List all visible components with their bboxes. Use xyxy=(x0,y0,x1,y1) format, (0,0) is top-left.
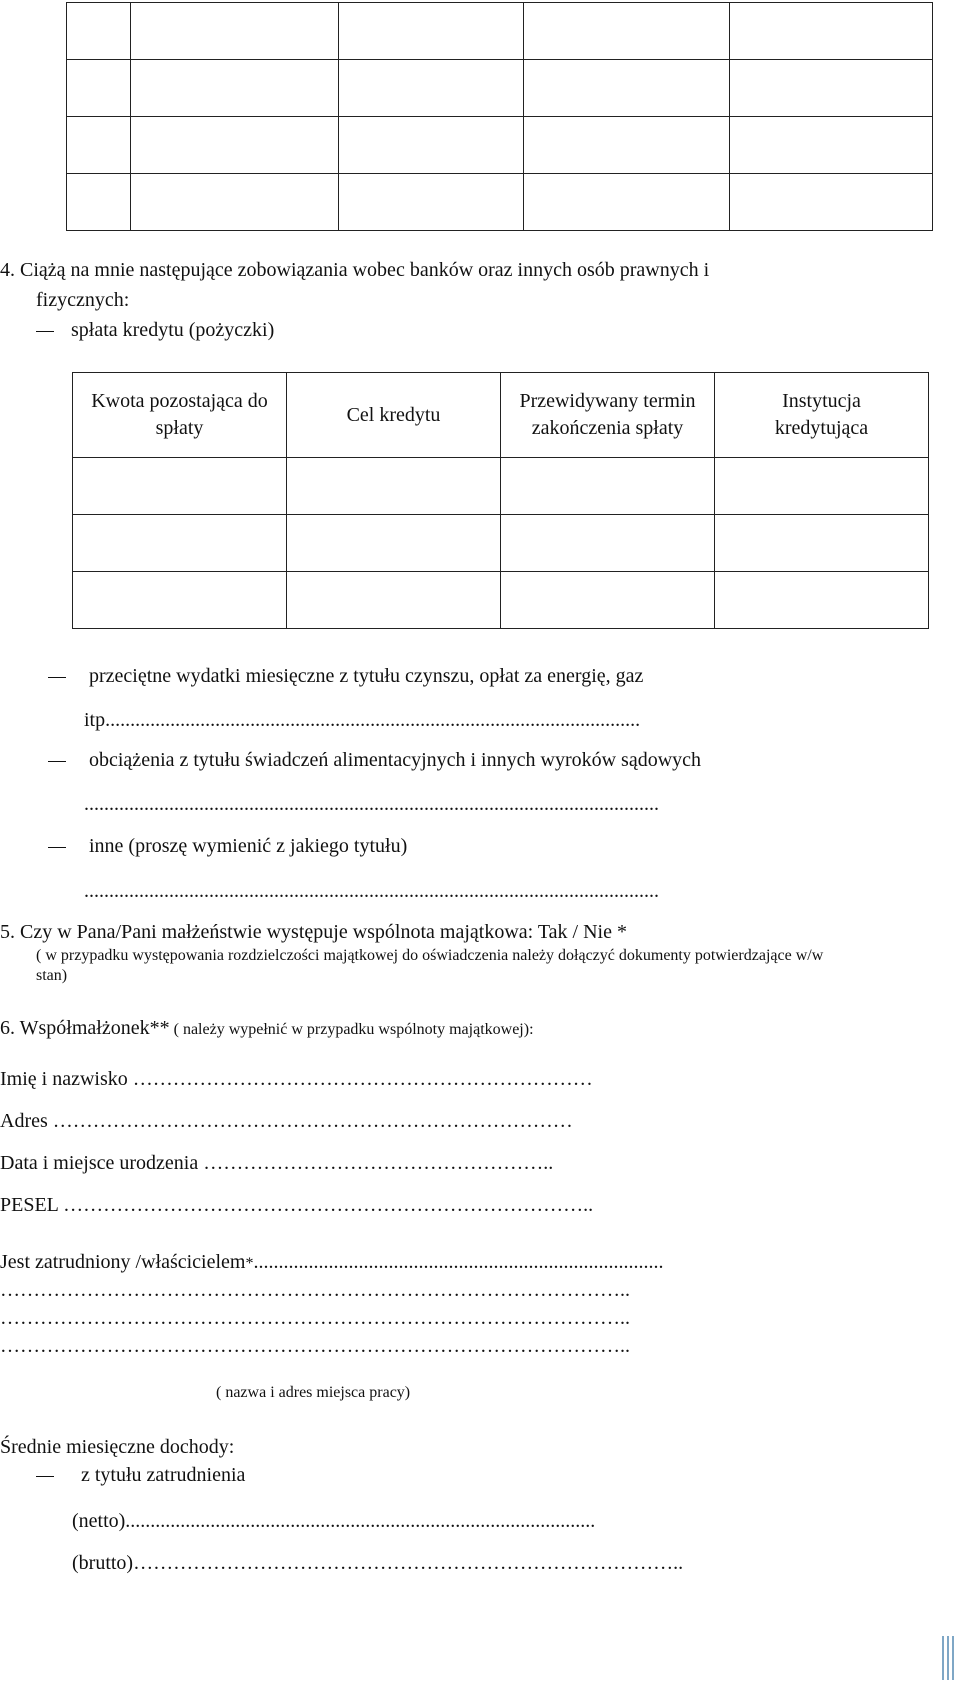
employer-blank-line[interactable]: ………………………………………………………………………………….. xyxy=(0,1335,630,1357)
section5-note-line2: stan) xyxy=(36,967,68,984)
header-loan-purpose: Cel kredytu xyxy=(287,373,501,458)
table-cell[interactable] xyxy=(131,60,339,117)
table-cell[interactable] xyxy=(524,117,730,174)
dash-bullet-icon xyxy=(36,1476,54,1478)
income-item xyxy=(36,1463,245,1487)
spouse-employer-field[interactable] xyxy=(0,1250,663,1274)
expense-alimony-fill[interactable]: ................................................................................................................... xyxy=(84,793,659,815)
table-row xyxy=(67,174,933,231)
expense-other-fill[interactable]: ................................................................................................................... xyxy=(84,880,659,902)
table-cell[interactable] xyxy=(715,572,929,629)
top-empty-table xyxy=(66,2,933,231)
table-cell[interactable] xyxy=(287,515,501,572)
table-cell[interactable] xyxy=(67,117,131,174)
loan-item-label: spłata kredytu (pożyczki) xyxy=(71,319,275,341)
section6-heading xyxy=(0,1016,534,1040)
employer-blank-line[interactable]: ………………………………………………………………………………….. xyxy=(0,1279,630,1301)
table-cell[interactable] xyxy=(67,174,131,231)
table-cell[interactable] xyxy=(730,174,933,231)
section6-title: 6. Współmałżonek** xyxy=(0,1017,170,1039)
expense-other-label: inne (proszę wymienić z jakiego tytułu) xyxy=(89,835,408,857)
decorative-lines-icon xyxy=(942,1636,958,1680)
spouse-pesel-field[interactable]: PESEL …………………………………………………………………….. xyxy=(0,1194,594,1216)
employer-blank-line[interactable]: ………………………………………………………………………………….. xyxy=(0,1307,630,1329)
table-cell[interactable] xyxy=(730,3,933,60)
header-remaining-amount: Kwota pozostająca do spłaty xyxy=(73,373,287,458)
expense-item-other xyxy=(48,834,407,858)
employer-label: Jest zatrudniony /właścicielem xyxy=(0,1251,246,1273)
table-cell[interactable] xyxy=(339,60,524,117)
dash-bullet-icon xyxy=(48,677,66,679)
spouse-name-field[interactable]: Imię i nazwisko …………………………………………………………… xyxy=(0,1068,593,1090)
employer-dots: .................................................................................. xyxy=(253,1251,664,1273)
income-brutto-field[interactable]: (brutto)……………………………………………………………………….. xyxy=(72,1552,684,1574)
table-cell[interactable] xyxy=(524,60,730,117)
table-cell[interactable] xyxy=(501,515,715,572)
table-cell[interactable] xyxy=(339,3,524,60)
table-cell[interactable] xyxy=(131,117,339,174)
table-cell[interactable] xyxy=(67,60,131,117)
expense-rent-fill[interactable]: itp........................................................................................................... xyxy=(84,709,641,731)
table-cell[interactable] xyxy=(67,3,131,60)
table-cell[interactable] xyxy=(501,572,715,629)
section4-line1: 4. Ciążą na mnie następujące zobowiązania wobec banków oraz innych osób prawnych i xyxy=(0,259,710,281)
table-cell[interactable] xyxy=(715,458,929,515)
table-row xyxy=(67,60,933,117)
table-cell[interactable] xyxy=(501,458,715,515)
table-row xyxy=(73,458,929,515)
table-header-row xyxy=(73,373,929,458)
dash-bullet-icon xyxy=(48,847,66,849)
table-cell[interactable] xyxy=(730,60,933,117)
table-row xyxy=(73,515,929,572)
employer-star: * xyxy=(245,1255,254,1272)
table-row xyxy=(67,117,933,174)
table-cell[interactable] xyxy=(73,572,287,629)
loan-table xyxy=(72,372,929,629)
spouse-birth-field[interactable]: Data i miejsce urodzenia …………………………………………….. xyxy=(0,1152,554,1174)
header-planned-end-date: Przewidywany termin zakończenia spłaty xyxy=(501,373,715,458)
expense-alimony-label: obciążenia z tytułu świadczeń alimentacyjnych i innych wyroków sądowych xyxy=(89,749,702,771)
table-cell[interactable] xyxy=(73,458,287,515)
table-cell[interactable] xyxy=(524,3,730,60)
workplace-caption: ( nazwa i adres miejsca pracy) xyxy=(216,1384,411,1401)
section5-question: 5. Czy w Pana/Pani małżeństwie występuje wspólnota majątkowa: Tak / Nie * xyxy=(0,921,627,943)
dash-bullet-icon xyxy=(36,331,54,333)
table-cell[interactable] xyxy=(287,458,501,515)
income-netto-field[interactable]: (netto).............................................................................................. xyxy=(72,1510,596,1532)
dash-bullet-icon xyxy=(48,761,66,763)
table-row xyxy=(73,572,929,629)
expense-item-rent xyxy=(48,664,643,688)
table-cell[interactable] xyxy=(287,572,501,629)
table-cell[interactable] xyxy=(715,515,929,572)
table-cell[interactable] xyxy=(131,3,339,60)
table-cell[interactable] xyxy=(73,515,287,572)
table-cell[interactable] xyxy=(524,174,730,231)
section4-line2: fizycznych: xyxy=(36,289,130,311)
income-heading: Średnie miesięczne dochody: xyxy=(0,1436,235,1458)
table-cell[interactable] xyxy=(339,117,524,174)
spouse-address-field[interactable]: Adres …………………………………………………………………… xyxy=(0,1110,573,1132)
expense-rent-label: przeciętne wydatki miesięczne z tytułu czynszu, opłat za energię, gaz xyxy=(89,665,644,687)
table-cell[interactable] xyxy=(131,174,339,231)
table-cell[interactable] xyxy=(339,174,524,231)
section5-note-line1: ( w przypadku występowania rozdzielczości majątkowej do oświadczenia należy dołączyć dokumenty potwierdzające w/w xyxy=(36,947,824,964)
section6-note: ( należy wypełnić w przypadku wspólnoty majątkowej): xyxy=(169,1021,534,1038)
loan-item xyxy=(36,318,274,342)
table-cell[interactable] xyxy=(730,117,933,174)
expense-item-alimony xyxy=(48,748,701,772)
header-lending-institution: Instytucja kredytująca xyxy=(715,373,929,458)
table-row xyxy=(67,3,933,60)
income-item-label: z tytułu zatrudnienia xyxy=(81,1464,246,1486)
